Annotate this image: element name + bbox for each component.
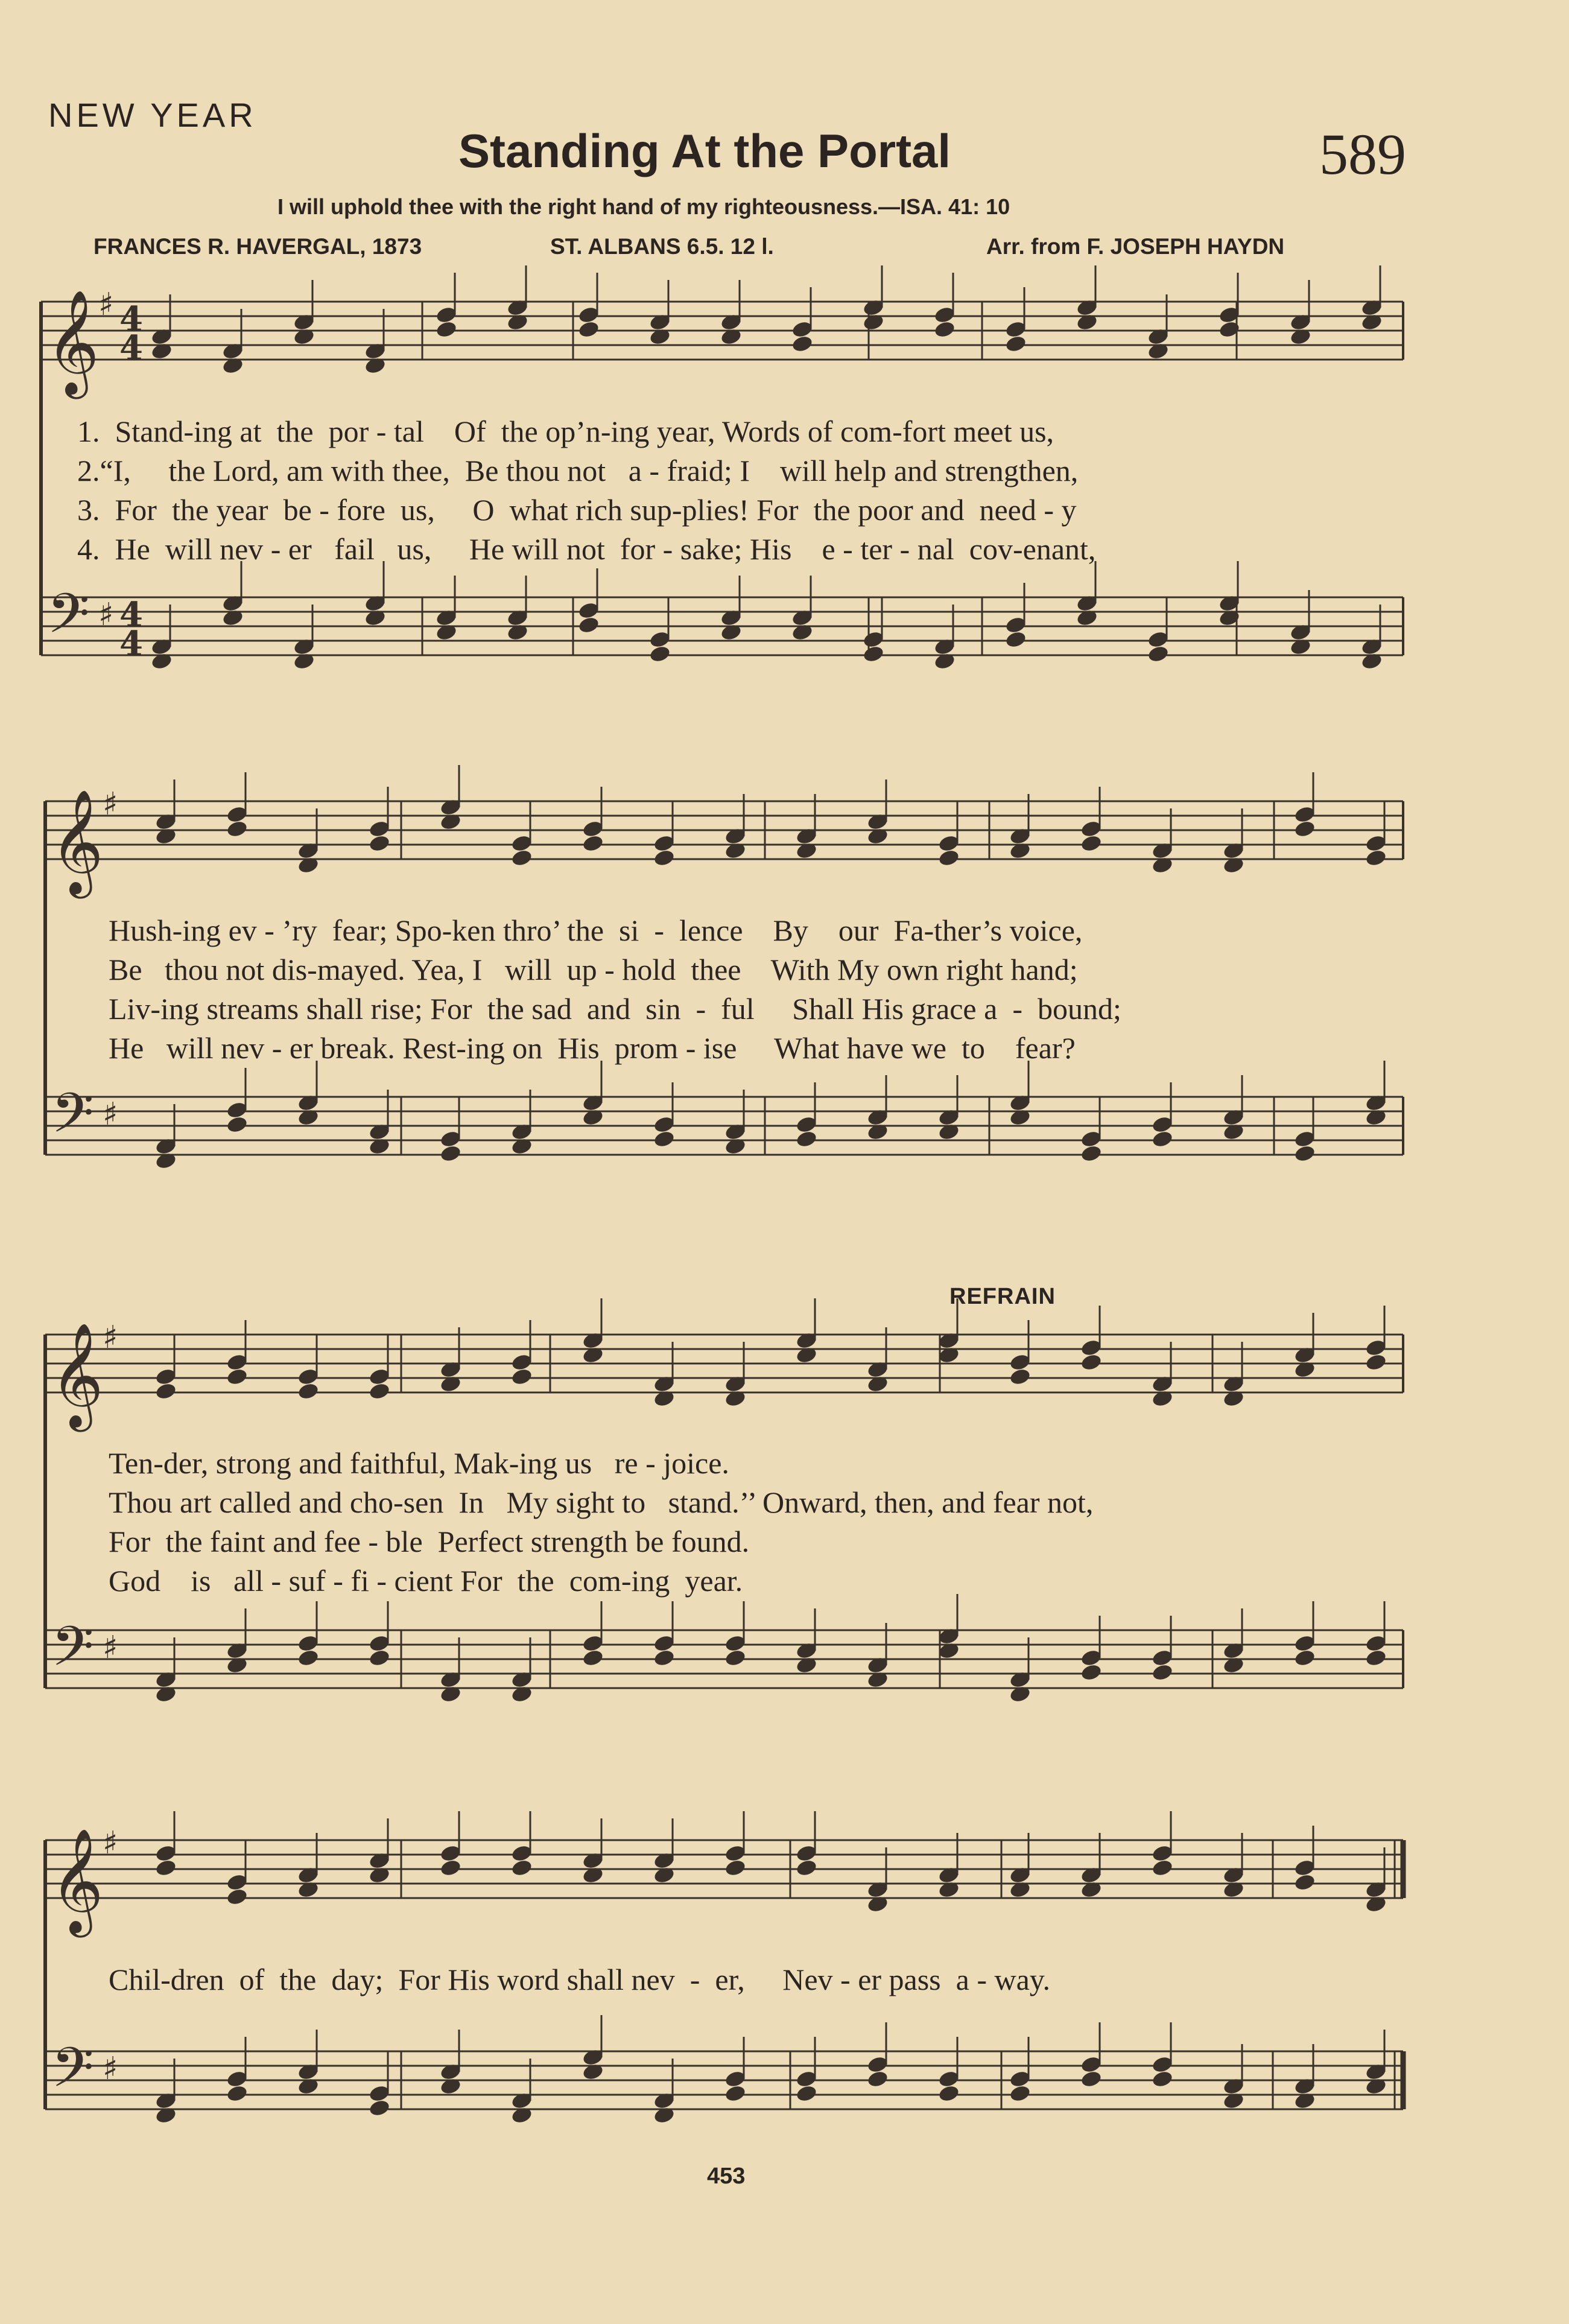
note-head <box>795 2084 818 2103</box>
note-head <box>582 834 604 853</box>
lyric-line: God is all - suf - fi - cient For the com-ing year. <box>109 1564 743 1598</box>
lyric-line: Thou art called and cho-sen In My sight to stand.’’ Onward, then, and fear not, <box>109 1485 1094 1519</box>
note-head <box>862 644 885 664</box>
note-head <box>577 615 600 635</box>
lyric-line: He will nev - er break. Rest-ing on His prom - ise What have we to fear? <box>109 1031 1076 1065</box>
note-head <box>435 320 458 339</box>
hymn-number: 589 <box>1319 122 1406 186</box>
note-head <box>1080 834 1103 853</box>
section-heading: NEW YEAR <box>48 96 257 134</box>
note-head <box>1151 1129 1174 1149</box>
scripture-reference: I will uphold thee with the right hand of my righteousness.—ISA. 41: 10 <box>277 194 1010 219</box>
lyric-line: Hush-ing ev - ’ry fear; Spo-ken thro’ the si - lence By our Fa-ther’s voice, <box>109 913 1083 947</box>
note-head <box>653 848 676 868</box>
bass-clef-icon: 𝄢 <box>51 2036 94 2113</box>
author-credit: FRANCES R. HAVERGAL, 1873 <box>94 234 422 259</box>
lyric-line: 2.“I, the Lord, am with thee, Be thou not a - fraid; I will help and strengthen, <box>77 454 1079 487</box>
note-head <box>297 1648 320 1668</box>
note-head <box>1080 2069 1103 2089</box>
note-head <box>368 2098 391 2118</box>
page-number: 453 <box>707 2164 746 2189</box>
note-head <box>368 1382 391 1401</box>
time-signature: 4 <box>119 624 143 664</box>
note-head <box>653 1648 676 1668</box>
note-head <box>1365 1353 1387 1372</box>
note-head <box>724 1858 747 1878</box>
note-head <box>1365 848 1387 868</box>
note-head <box>791 334 814 354</box>
note-head <box>226 819 249 839</box>
note-head <box>795 1858 818 1878</box>
note-head <box>1151 1663 1174 1682</box>
note-head <box>226 1367 249 1386</box>
note-head <box>154 1858 177 1878</box>
sharp-icon: ♯ <box>98 287 114 323</box>
sharp-icon: ♯ <box>103 1825 118 1861</box>
note-head <box>1147 644 1170 664</box>
sharp-icon: ♯ <box>103 1096 118 1132</box>
note-head <box>226 2084 249 2103</box>
treble-clef-icon: 𝄞 <box>50 1828 104 1933</box>
bass-clef-icon: 𝄢 <box>47 582 90 659</box>
lyric-line: Liv-ing streams shall rise; For the sad and sin - ful Shall His grace a - bound; <box>109 992 1121 1026</box>
note-head <box>577 320 600 339</box>
lyric-line: Chil-dren of the day; For His word shall nev - er, Nev - er pass a - way. <box>109 1963 1051 1996</box>
note-head <box>510 848 533 868</box>
sharp-icon: ♯ <box>103 1319 118 1356</box>
lyric-line: For the faint and fee - ble Perfect strength be found. <box>109 1525 750 1558</box>
treble-clef-icon: 𝄞 <box>46 290 100 395</box>
note-head <box>648 644 671 664</box>
composer-credit: Arr. from F. JOSEPH HAYDN <box>986 234 1285 259</box>
note-head <box>795 1129 818 1149</box>
sharp-icon: ♯ <box>103 2051 118 2087</box>
lyric-line: Be thou not dis-mayed. Yea, I will up - hold thee With My own right hand; <box>109 953 1078 986</box>
note-head <box>297 1382 320 1401</box>
note-head <box>653 1129 676 1149</box>
note-head <box>510 1858 533 1878</box>
note-head <box>1293 1144 1316 1163</box>
note-head <box>368 834 391 853</box>
note-head <box>439 1858 462 1878</box>
bass-clef-icon: 𝄢 <box>51 1081 94 1158</box>
treble-clef-icon: 𝄞 <box>50 1322 104 1427</box>
sharp-icon: ♯ <box>103 786 118 822</box>
note-head <box>1080 1144 1103 1163</box>
note-head <box>933 320 956 339</box>
note-head <box>154 1382 177 1401</box>
note-head <box>1004 630 1027 649</box>
note-head <box>439 1144 462 1163</box>
time-signature: 4 <box>119 328 143 368</box>
note-head <box>368 1648 391 1668</box>
lyric-line: 1. Stand-ing at the por - tal Of the op’n-ing year, Words of com-fort meet us, <box>77 414 1054 448</box>
note-head <box>1004 334 1027 354</box>
tune-name: ST. ALBANS 6.5. 12 l. <box>550 234 774 259</box>
lyric-line: 4. He will nev - er fail us, He will not for - sake; His e - ter - nal cov-enant, <box>77 532 1096 566</box>
time-signature: 4 <box>119 299 143 339</box>
note-head <box>866 2069 889 2089</box>
refrain-label: REFRAIN <box>949 1284 1056 1309</box>
sharp-icon: ♯ <box>98 597 114 633</box>
note-head <box>1080 1663 1103 1682</box>
note-head <box>1293 1873 1316 1892</box>
note-head <box>1009 1367 1032 1386</box>
note-head <box>1080 1353 1103 1372</box>
treble-clef-icon: 𝄞 <box>50 789 104 894</box>
note-head <box>510 1367 533 1386</box>
time-signature: 4 <box>119 595 143 635</box>
note-head <box>582 1648 604 1668</box>
note-head <box>226 1115 249 1134</box>
note-head <box>226 1887 249 1907</box>
note-head <box>1293 1648 1316 1668</box>
note-head <box>724 1648 747 1668</box>
hymn-title: Standing At the Portal <box>458 124 951 177</box>
bass-clef-icon: 𝄢 <box>51 1614 94 1692</box>
note-head <box>1293 819 1316 839</box>
lyric-line: Ten-der, strong and faithful, Mak-ing us re - joice. <box>109 1446 729 1480</box>
sharp-icon: ♯ <box>103 1630 118 1666</box>
lyric-line: 3. For the year be - fore us, O what rich sup-plies! For the poor and need - y <box>77 493 1077 527</box>
note-head <box>937 2084 960 2103</box>
note-head <box>937 848 960 868</box>
note-head <box>1151 2069 1174 2089</box>
note-head <box>1365 1648 1387 1668</box>
note-head <box>1151 1858 1174 1878</box>
note-head <box>724 2084 747 2103</box>
note-head <box>1009 2084 1032 2103</box>
